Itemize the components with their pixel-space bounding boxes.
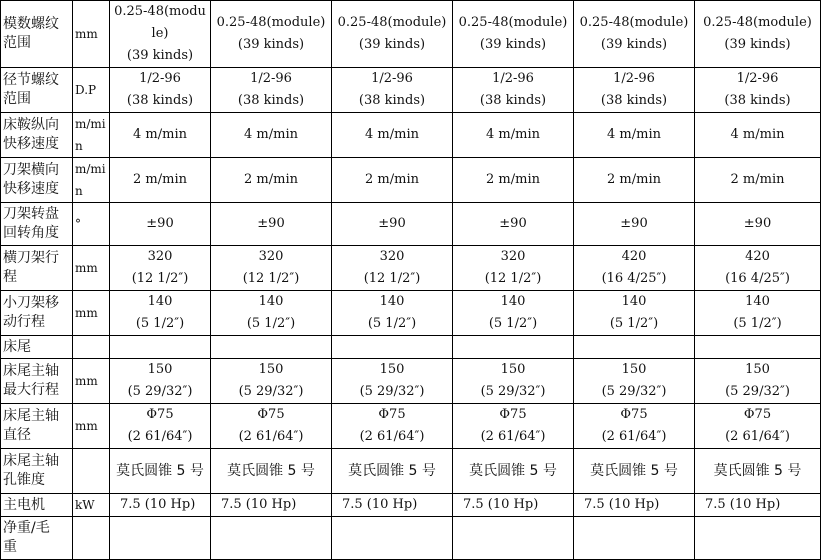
spec-value-line: 7.5 (10 Hp) bbox=[120, 497, 196, 512]
spec-value bbox=[695, 517, 821, 560]
spec-value-line: 2 m/min bbox=[365, 172, 419, 187]
spec-label bbox=[1, 517, 73, 560]
spec-value-line: (38 kinds) bbox=[724, 93, 791, 108]
spec-label bbox=[1, 336, 73, 359]
spec-value bbox=[574, 359, 695, 404]
spec-value-line: 2 m/min bbox=[607, 172, 661, 187]
spec-value bbox=[453, 158, 574, 203]
spec-row bbox=[1, 517, 821, 560]
spec-value bbox=[332, 158, 453, 203]
spec-value bbox=[332, 113, 453, 158]
spec-value bbox=[332, 291, 453, 336]
spec-value-line: (39 kinds) bbox=[724, 37, 791, 52]
spec-label bbox=[1, 404, 73, 449]
spec-value bbox=[211, 68, 332, 113]
spec-label-line: 床尾主轴 bbox=[3, 453, 59, 469]
spec-value-line: (12 1/2″) bbox=[242, 271, 300, 286]
spec-value bbox=[110, 449, 211, 494]
spec-value bbox=[110, 336, 211, 359]
spec-value bbox=[211, 158, 332, 203]
spec-value-line: 4 m/min bbox=[607, 127, 661, 142]
spec-label-line: 小刀架移 bbox=[3, 295, 59, 311]
spec-value bbox=[453, 517, 574, 560]
spec-value bbox=[574, 68, 695, 113]
spec-value bbox=[211, 517, 332, 560]
spec-value-line: (2 61/64″) bbox=[127, 429, 193, 444]
spec-value-line: 320 bbox=[379, 249, 405, 264]
spec-value bbox=[695, 113, 821, 158]
spec-value-line: 0.25-48(module) bbox=[579, 15, 689, 30]
spec-unit: mm bbox=[73, 404, 110, 449]
spec-unit: mm bbox=[73, 359, 110, 404]
spec-value-line: 莫氏圆锥 5 号 bbox=[469, 463, 557, 479]
spec-unit: mm bbox=[73, 1, 110, 68]
spec-value bbox=[453, 359, 574, 404]
spec-value-line: (38 kinds) bbox=[126, 93, 194, 108]
spec-value bbox=[332, 449, 453, 494]
spec-value bbox=[453, 246, 574, 291]
spec-value bbox=[574, 113, 695, 158]
spec-value-line: (39 kinds) bbox=[479, 37, 547, 52]
spec-label-line: 床鞍纵向 bbox=[3, 117, 59, 133]
spec-unit: kW bbox=[73, 494, 110, 517]
spec-value-line: 150 bbox=[379, 362, 405, 377]
spec-value-line: 1/2-96 bbox=[492, 71, 534, 86]
spec-value bbox=[574, 291, 695, 336]
spec-value-line: 0.25-48(modu bbox=[114, 4, 206, 19]
spec-unit: ° bbox=[73, 203, 110, 246]
spec-value-line: 2 m/min bbox=[133, 172, 187, 187]
spec-value bbox=[211, 113, 332, 158]
spec-value bbox=[211, 246, 332, 291]
spec-label-line: 床尾主轴 bbox=[3, 363, 59, 379]
spec-value bbox=[453, 113, 574, 158]
spec-unit: m/min bbox=[73, 113, 110, 158]
spec-label bbox=[1, 291, 73, 336]
spec-value bbox=[453, 494, 574, 517]
spec-value bbox=[110, 404, 211, 449]
spec-label bbox=[1, 113, 73, 158]
spec-unit bbox=[73, 449, 110, 494]
spec-value-line: 140 bbox=[745, 294, 770, 309]
spec-value-line: (5 29/32″) bbox=[359, 384, 425, 399]
spec-value-line: (38 kinds) bbox=[600, 93, 668, 108]
spec-label-line: 径节螺纹 bbox=[3, 72, 59, 88]
spec-value-line: 莫氏圆锥 5 号 bbox=[590, 463, 678, 479]
spec-value-line: 140 bbox=[147, 294, 173, 309]
spec-value-line: le) bbox=[151, 26, 169, 41]
spec-row bbox=[1, 494, 821, 517]
spec-value-line: 4 m/min bbox=[486, 127, 540, 142]
spec-value bbox=[332, 203, 453, 246]
spec-value bbox=[110, 494, 211, 517]
spec-value-line: (5 1/2″) bbox=[367, 316, 417, 331]
spec-value bbox=[332, 494, 453, 517]
spec-value-line: ±90 bbox=[620, 216, 648, 231]
spec-value-line: 4 m/min bbox=[365, 127, 419, 142]
spec-value-line: 320 bbox=[147, 249, 173, 264]
spec-label-line: 横刀架行 bbox=[3, 250, 59, 266]
spec-value-line: (2 61/64″) bbox=[238, 429, 304, 444]
spec-value bbox=[574, 494, 695, 517]
spec-value-line: Φ75 bbox=[620, 407, 648, 422]
spec-value-line: (5 1/2″) bbox=[135, 316, 185, 331]
spec-value bbox=[695, 359, 821, 404]
spec-value bbox=[211, 404, 332, 449]
spec-label bbox=[1, 246, 73, 291]
spec-value bbox=[695, 203, 821, 246]
spec-value bbox=[110, 246, 211, 291]
spec-value-line: 420 bbox=[621, 249, 647, 264]
spec-value-line: Φ75 bbox=[378, 407, 406, 422]
spec-value bbox=[695, 158, 821, 203]
spec-label-line: 快移速度 bbox=[3, 181, 59, 197]
spec-label-line: 床尾主轴 bbox=[3, 408, 59, 424]
spec-label-line: 重 bbox=[3, 539, 17, 555]
spec-value-line: 150 bbox=[745, 362, 770, 377]
spec-label-line: 回转角度 bbox=[3, 225, 59, 241]
spec-value bbox=[332, 336, 453, 359]
spec-value-line: 0.25-48(module) bbox=[703, 15, 812, 30]
spec-value bbox=[110, 517, 211, 560]
spec-value bbox=[332, 359, 453, 404]
spec-row bbox=[1, 404, 821, 449]
spec-value-line: (39 kinds) bbox=[237, 37, 305, 52]
spec-value-line: (2 61/64″) bbox=[359, 429, 425, 444]
spec-value bbox=[453, 1, 574, 68]
spec-value-line: (5 1/2″) bbox=[609, 316, 659, 331]
spec-value bbox=[574, 404, 695, 449]
spec-value bbox=[574, 336, 695, 359]
spec-row bbox=[1, 291, 821, 336]
spec-label-line: 动行程 bbox=[3, 314, 45, 330]
spec-label bbox=[1, 203, 73, 246]
spec-value bbox=[110, 113, 211, 158]
spec-unit: m/min bbox=[73, 158, 110, 203]
spec-value-line: 1/2-96 bbox=[736, 71, 779, 86]
spec-value-line: 7.5 (10 Hp) bbox=[221, 497, 297, 512]
spec-value-line: 1/2-96 bbox=[371, 71, 413, 86]
spec-value bbox=[453, 336, 574, 359]
spec-unit: mm bbox=[73, 246, 110, 291]
spec-value-line: (16 4/25″) bbox=[601, 271, 667, 286]
spec-value-line: (5 29/32″) bbox=[127, 384, 193, 399]
spec-value-line: (39 kinds) bbox=[358, 37, 426, 52]
spec-value-line: 7.5 (10 Hp) bbox=[584, 497, 660, 512]
spec-value-line: 0.25-48(module) bbox=[458, 15, 568, 30]
spec-value-line: 莫氏圆锥 5 号 bbox=[116, 463, 204, 479]
spec-label-line: 刀架转盘 bbox=[3, 206, 59, 222]
spec-value-line: Φ75 bbox=[743, 407, 772, 422]
spec-value bbox=[211, 336, 332, 359]
spec-value-line: (2 61/64″) bbox=[601, 429, 667, 444]
spec-value-line: (38 kinds) bbox=[358, 93, 426, 108]
spec-value bbox=[110, 1, 211, 68]
spec-value-line: 莫氏圆锥 5 号 bbox=[348, 463, 436, 479]
spec-value-line: (5 29/32″) bbox=[480, 384, 546, 399]
spec-value bbox=[211, 494, 332, 517]
spec-label-line: 床尾 bbox=[3, 338, 31, 355]
spec-value-line: 7.5 (10 Hp) bbox=[705, 497, 781, 512]
spec-value-line: 2 m/min bbox=[486, 172, 540, 187]
spec-value-line: Φ75 bbox=[499, 407, 527, 422]
spec-value-line: 4 m/min bbox=[244, 127, 298, 142]
spec-row bbox=[1, 449, 821, 494]
spec-value bbox=[695, 404, 821, 449]
spec-value bbox=[695, 246, 821, 291]
spec-row bbox=[1, 359, 821, 404]
spec-value-line: (12 1/2″) bbox=[484, 271, 542, 286]
spec-value-line: 莫氏圆锥 5 号 bbox=[713, 463, 802, 479]
spec-value bbox=[332, 517, 453, 560]
spec-value-line: ±90 bbox=[743, 216, 772, 231]
spec-unit bbox=[73, 336, 110, 359]
spec-value bbox=[110, 158, 211, 203]
spec-value-line: 7.5 (10 Hp) bbox=[463, 497, 539, 512]
spec-value bbox=[695, 494, 821, 517]
spec-value-line: 320 bbox=[500, 249, 526, 264]
spec-value bbox=[574, 517, 695, 560]
spec-row bbox=[1, 158, 821, 203]
spec-value-line: 420 bbox=[745, 249, 770, 264]
spec-value-line: 140 bbox=[379, 294, 405, 309]
spec-value bbox=[453, 449, 574, 494]
spec-value-line: (5 1/2″) bbox=[246, 316, 296, 331]
spec-value bbox=[695, 291, 821, 336]
spec-label-line: 快移速度 bbox=[3, 136, 59, 152]
spec-value bbox=[695, 449, 821, 494]
spec-value-line: 140 bbox=[258, 294, 284, 309]
spec-value-line: (16 4/25″) bbox=[725, 271, 790, 286]
spec-value-line: (2 61/64″) bbox=[480, 429, 546, 444]
spec-value bbox=[574, 158, 695, 203]
spec-value bbox=[453, 404, 574, 449]
spec-value bbox=[332, 68, 453, 113]
spec-value-line: (38 kinds) bbox=[237, 93, 305, 108]
spec-value bbox=[453, 68, 574, 113]
spec-row bbox=[1, 246, 821, 291]
spec-value bbox=[332, 404, 453, 449]
spec-row bbox=[1, 113, 821, 158]
spec-unit: D.P bbox=[73, 68, 110, 113]
spec-value bbox=[574, 1, 695, 68]
spec-value-line: ±90 bbox=[146, 216, 174, 231]
spec-unit bbox=[73, 517, 110, 560]
spec-label bbox=[1, 359, 73, 404]
spec-value-line: 140 bbox=[621, 294, 647, 309]
spec-value-line: Φ75 bbox=[146, 407, 174, 422]
spec-row bbox=[1, 1, 821, 68]
spec-value bbox=[211, 359, 332, 404]
spec-value-line: 1/2-96 bbox=[139, 71, 181, 86]
spec-value bbox=[695, 1, 821, 68]
spec-label-line: 范围 bbox=[3, 91, 31, 107]
spec-value-line: (38 kinds) bbox=[479, 93, 547, 108]
spec-value-line: 7.5 (10 Hp) bbox=[342, 497, 418, 512]
spec-value bbox=[574, 449, 695, 494]
spec-label-line: 最大行程 bbox=[3, 382, 59, 398]
spec-value-line: 140 bbox=[500, 294, 526, 309]
spec-label-line: 模数螺纹 bbox=[3, 16, 59, 32]
spec-value-line: ±90 bbox=[499, 216, 527, 231]
spec-value-line: (39 kinds) bbox=[600, 37, 668, 52]
spec-label bbox=[1, 158, 73, 203]
spec-value-line: (5 29/32″) bbox=[725, 384, 790, 399]
spec-value-line: 2 m/min bbox=[730, 172, 785, 187]
spec-label bbox=[1, 494, 73, 517]
spec-value bbox=[110, 359, 211, 404]
spec-value-line: 2 m/min bbox=[244, 172, 298, 187]
spec-value-line: (5 1/2″) bbox=[733, 316, 782, 331]
spec-value-line: (5 29/32″) bbox=[601, 384, 667, 399]
spec-row bbox=[1, 203, 821, 246]
spec-label-line: 主电机 bbox=[3, 496, 45, 513]
spec-value-line: (5 1/2″) bbox=[488, 316, 538, 331]
spec-value-line: 150 bbox=[147, 362, 173, 377]
spec-value-line: (12 1/2″) bbox=[131, 271, 189, 286]
spec-value-line: ±90 bbox=[257, 216, 285, 231]
spec-value-line: 150 bbox=[621, 362, 647, 377]
spec-value-line: 0.25-48(module) bbox=[337, 15, 447, 30]
spec-value-line: 150 bbox=[258, 362, 284, 377]
spec-unit: mm bbox=[73, 291, 110, 336]
spec-value-line: (12 1/2″) bbox=[363, 271, 421, 286]
spec-value bbox=[110, 203, 211, 246]
spec-label-line: 范围 bbox=[3, 35, 31, 51]
spec-value-line: ±90 bbox=[378, 216, 406, 231]
spec-value-line: 4 m/min bbox=[730, 127, 785, 142]
spec-value-line: 4 m/min bbox=[133, 127, 187, 142]
spec-value-line: (5 29/32″) bbox=[238, 384, 304, 399]
spec-value bbox=[332, 246, 453, 291]
spec-value bbox=[110, 68, 211, 113]
spec-table-body bbox=[1, 1, 821, 560]
spec-label-line: 净重/毛 bbox=[3, 520, 50, 536]
spec-label-line: 孔锥度 bbox=[3, 472, 45, 488]
spec-value bbox=[332, 1, 453, 68]
spec-value bbox=[453, 291, 574, 336]
spec-value-line: 0.25-48(module) bbox=[216, 15, 326, 30]
spec-value bbox=[211, 203, 332, 246]
spec-value-line: 320 bbox=[258, 249, 284, 264]
spec-value-line: (2 61/64″) bbox=[725, 429, 790, 444]
spec-value bbox=[695, 68, 821, 113]
spec-row bbox=[1, 68, 821, 113]
spec-value-line: 1/2-96 bbox=[250, 71, 292, 86]
spec-value bbox=[695, 336, 821, 359]
spec-value bbox=[574, 246, 695, 291]
spec-label bbox=[1, 449, 73, 494]
spec-value bbox=[574, 203, 695, 246]
spec-value-line: Φ75 bbox=[257, 407, 285, 422]
spec-label bbox=[1, 1, 73, 68]
spec-value-line: 1/2-96 bbox=[613, 71, 655, 86]
spec-label bbox=[1, 68, 73, 113]
spec-label-line: 刀架横向 bbox=[3, 162, 59, 178]
spec-value-line: 150 bbox=[500, 362, 526, 377]
spec-row bbox=[1, 336, 821, 359]
spec-label-line: 程 bbox=[3, 269, 17, 285]
spec-value-line: (39 kinds) bbox=[126, 48, 194, 63]
spec-value bbox=[211, 291, 332, 336]
spec-label-line: 直径 bbox=[3, 427, 31, 443]
spec-value bbox=[211, 449, 332, 494]
spec-value bbox=[453, 203, 574, 246]
spec-value bbox=[211, 1, 332, 68]
spec-value bbox=[110, 291, 211, 336]
spec-value-line: 莫氏圆锥 5 号 bbox=[227, 463, 315, 479]
